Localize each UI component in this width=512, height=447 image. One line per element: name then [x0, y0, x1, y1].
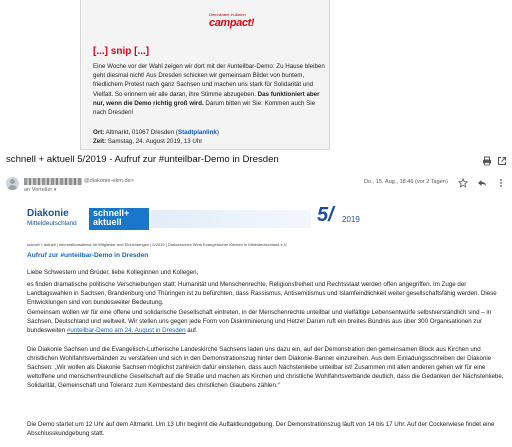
email-date: Do., 15. Aug., 18:46 (vor 2 Tagen) — [364, 179, 448, 185]
print-icon[interactable] — [482, 156, 492, 166]
banner-gradient-bar — [151, 210, 311, 228]
location-close: ) — [216, 129, 219, 136]
campact-logo — [209, 12, 269, 34]
paragraph-2-end: auf. — [185, 327, 198, 334]
paragraph-3: Die Diakonie Sachsen und die Evangelisch-Lutherische Landeskirche Sachsens laden uns dazu ein, auf der Demonstration den gemeinsamen Block aus Kirchen und christlichen Wohlfahrtsverbänden zu verstärken und sich in den Demonstrationszug hinter dem Diakonie-Banner einzureihen. Aus dem Einladungsschreiben der Diakonie Sachsen: „Wir wollen als Diakonie Sachsen möglichst zahlreich dafür einstehen, dass auch Nächstenliebe unteilbar ist! Zusammen mit allen anderen gehen wir für eine weltoffene und menschenfreundliche Gesellschaft auf die Straße und machen als Kirchen und christliche Wohlfahrtsverbände deutlich, dass die Gedanken der Nächstenliebe, Solidarität, Gemeinschaft und Toleranz zum Kernbestand des christlichen Glaubens zählen.“ — [27, 346, 504, 389]
diakonie-logo — [27, 208, 87, 232]
location-label: Ort: — [93, 129, 105, 136]
schnell-aktuell-badge — [89, 208, 149, 230]
campact-paragraph-part: Darum bitten wir Sie: Kommen auch Sie nach Dresden! — [93, 99, 316, 117]
recipient-dropdown-icon[interactable]: ▾ — [53, 187, 57, 193]
newsletter-headline: Aufruf zur #unteilbar-Demo in Dresden — [27, 252, 149, 259]
sender-address: @diakonie-ekm.de> — [84, 178, 134, 184]
paragraph-1: es finden dramatische politische Verschiebungen statt: Humanität und Menschenrechte, Religionsfreiheit und Rechtsstaat werden offen angegriffen. Im Zuge der Landtagswahlen in Sachsen, Brandenburg und Thüringen ist zu befürchten, dass Rassismus, Antisemitismus und Islamfeindlichkeit weiter gesellschaftsfähig werden. Diese Entwicklungen sind von bundesweiter Bedeutung. — [27, 281, 497, 306]
diakonie-name: Diakonie — [27, 208, 69, 219]
paragraph-2 — [27, 308, 505, 335]
campact-paragraph-part: Eine Woche vor der Wahl zeigen wir dort mit der #unteilbar-Demo: Zu Hause bleiben geht diesmal nicht! Aus Dresden schicken wir gemeinsam Bilder von buntem, friedlichem Protest nach ganz Sachsen und machen uns stark für Solidarität und Vielfalt. So erinnern wir alle daran, ihre Stimme abzugeben. — [93, 63, 325, 98]
newsletter-banner — [27, 204, 479, 240]
sender-name-redacted — [24, 178, 82, 185]
sender-avatar — [6, 177, 19, 190]
location-value: Altmarkt, 01067 Dresden ( — [104, 129, 178, 136]
city-map-link[interactable]: Stadtplanlink — [177, 129, 217, 136]
campact-wordmark: campact! — [209, 17, 255, 29]
greeting: Liebe Schwestern und Brüder, liebe Kolleginnen und Kollegen, — [27, 269, 199, 276]
diakonie-region: Mitteldeutschland — [27, 220, 77, 227]
campact-excerpt — [0, 0, 512, 150]
paragraph-2-text: Gemeinsam wollen wir für eine offene und solidarische Gesellschaft eintreten, in der Menschenrechte unteilbar und vielfältige Lebensentwürfe selbstverständlich sind – in Sachsen, Deutschland und weltweit. Wir stellen uns gegen jede Form von Diskriminierung und Hetze! Darum ruft ein breites Bündnis aus über 300 Organisationen zur bundesweiten — [27, 309, 492, 334]
time-value: Samstag, 24. August 2019, 13 Uhr — [106, 138, 203, 145]
more-options-icon[interactable] — [496, 178, 506, 188]
schnell-aktuell-text: schnell+ aktuell — [93, 208, 130, 227]
time-label: Zeit: — [93, 138, 107, 145]
campact-tagline: Demokratie in Aktion — [209, 12, 246, 17]
newsletter-info-line: schnell + aktuell | Informationsdienst für Mitglieder und Einrichtungen | 5/2019 | Diakonisches Werk Evangelischer Kirchen in Mitteldeutschland e.V. — [27, 242, 288, 247]
recipient-label[interactable] — [24, 187, 56, 193]
campact-paragraph-emphasis: Das funktioniert aber nur, wenn die Demo richtig groß wird. — [93, 90, 320, 107]
event-location — [93, 128, 325, 137]
recipient-text: an Verteiler — [24, 187, 53, 193]
email-subject: schnell + aktuell 5/2019 - Aufruf zur #unteilbar-Demo in Dresden — [6, 154, 279, 165]
event-time — [93, 137, 325, 146]
paragraph-4: Die Demo startet um 12 Uhr auf dem Altmarkt. Um 13 Uhr beginnt die Auftaktkundgebung. Der Demonstrationszug läuft von 14 bis 17 Uhr. Auf der Cockerwiese findet eine Abschlusskundgebung statt. — [27, 421, 495, 437]
campact-paragraph — [93, 62, 325, 117]
campact-event-details — [93, 128, 325, 146]
star-icon[interactable] — [458, 178, 468, 188]
snip-label: [...] snip [...] — [93, 46, 150, 57]
reply-icon[interactable] — [477, 178, 487, 188]
open-in-new-window-icon[interactable] — [497, 156, 507, 166]
issue-number: 5/ — [317, 204, 334, 226]
issue-year: 2019 — [342, 215, 360, 224]
demo-link[interactable]: #unteilbar-Demo am 24. August in Dresden — [66, 327, 186, 334]
